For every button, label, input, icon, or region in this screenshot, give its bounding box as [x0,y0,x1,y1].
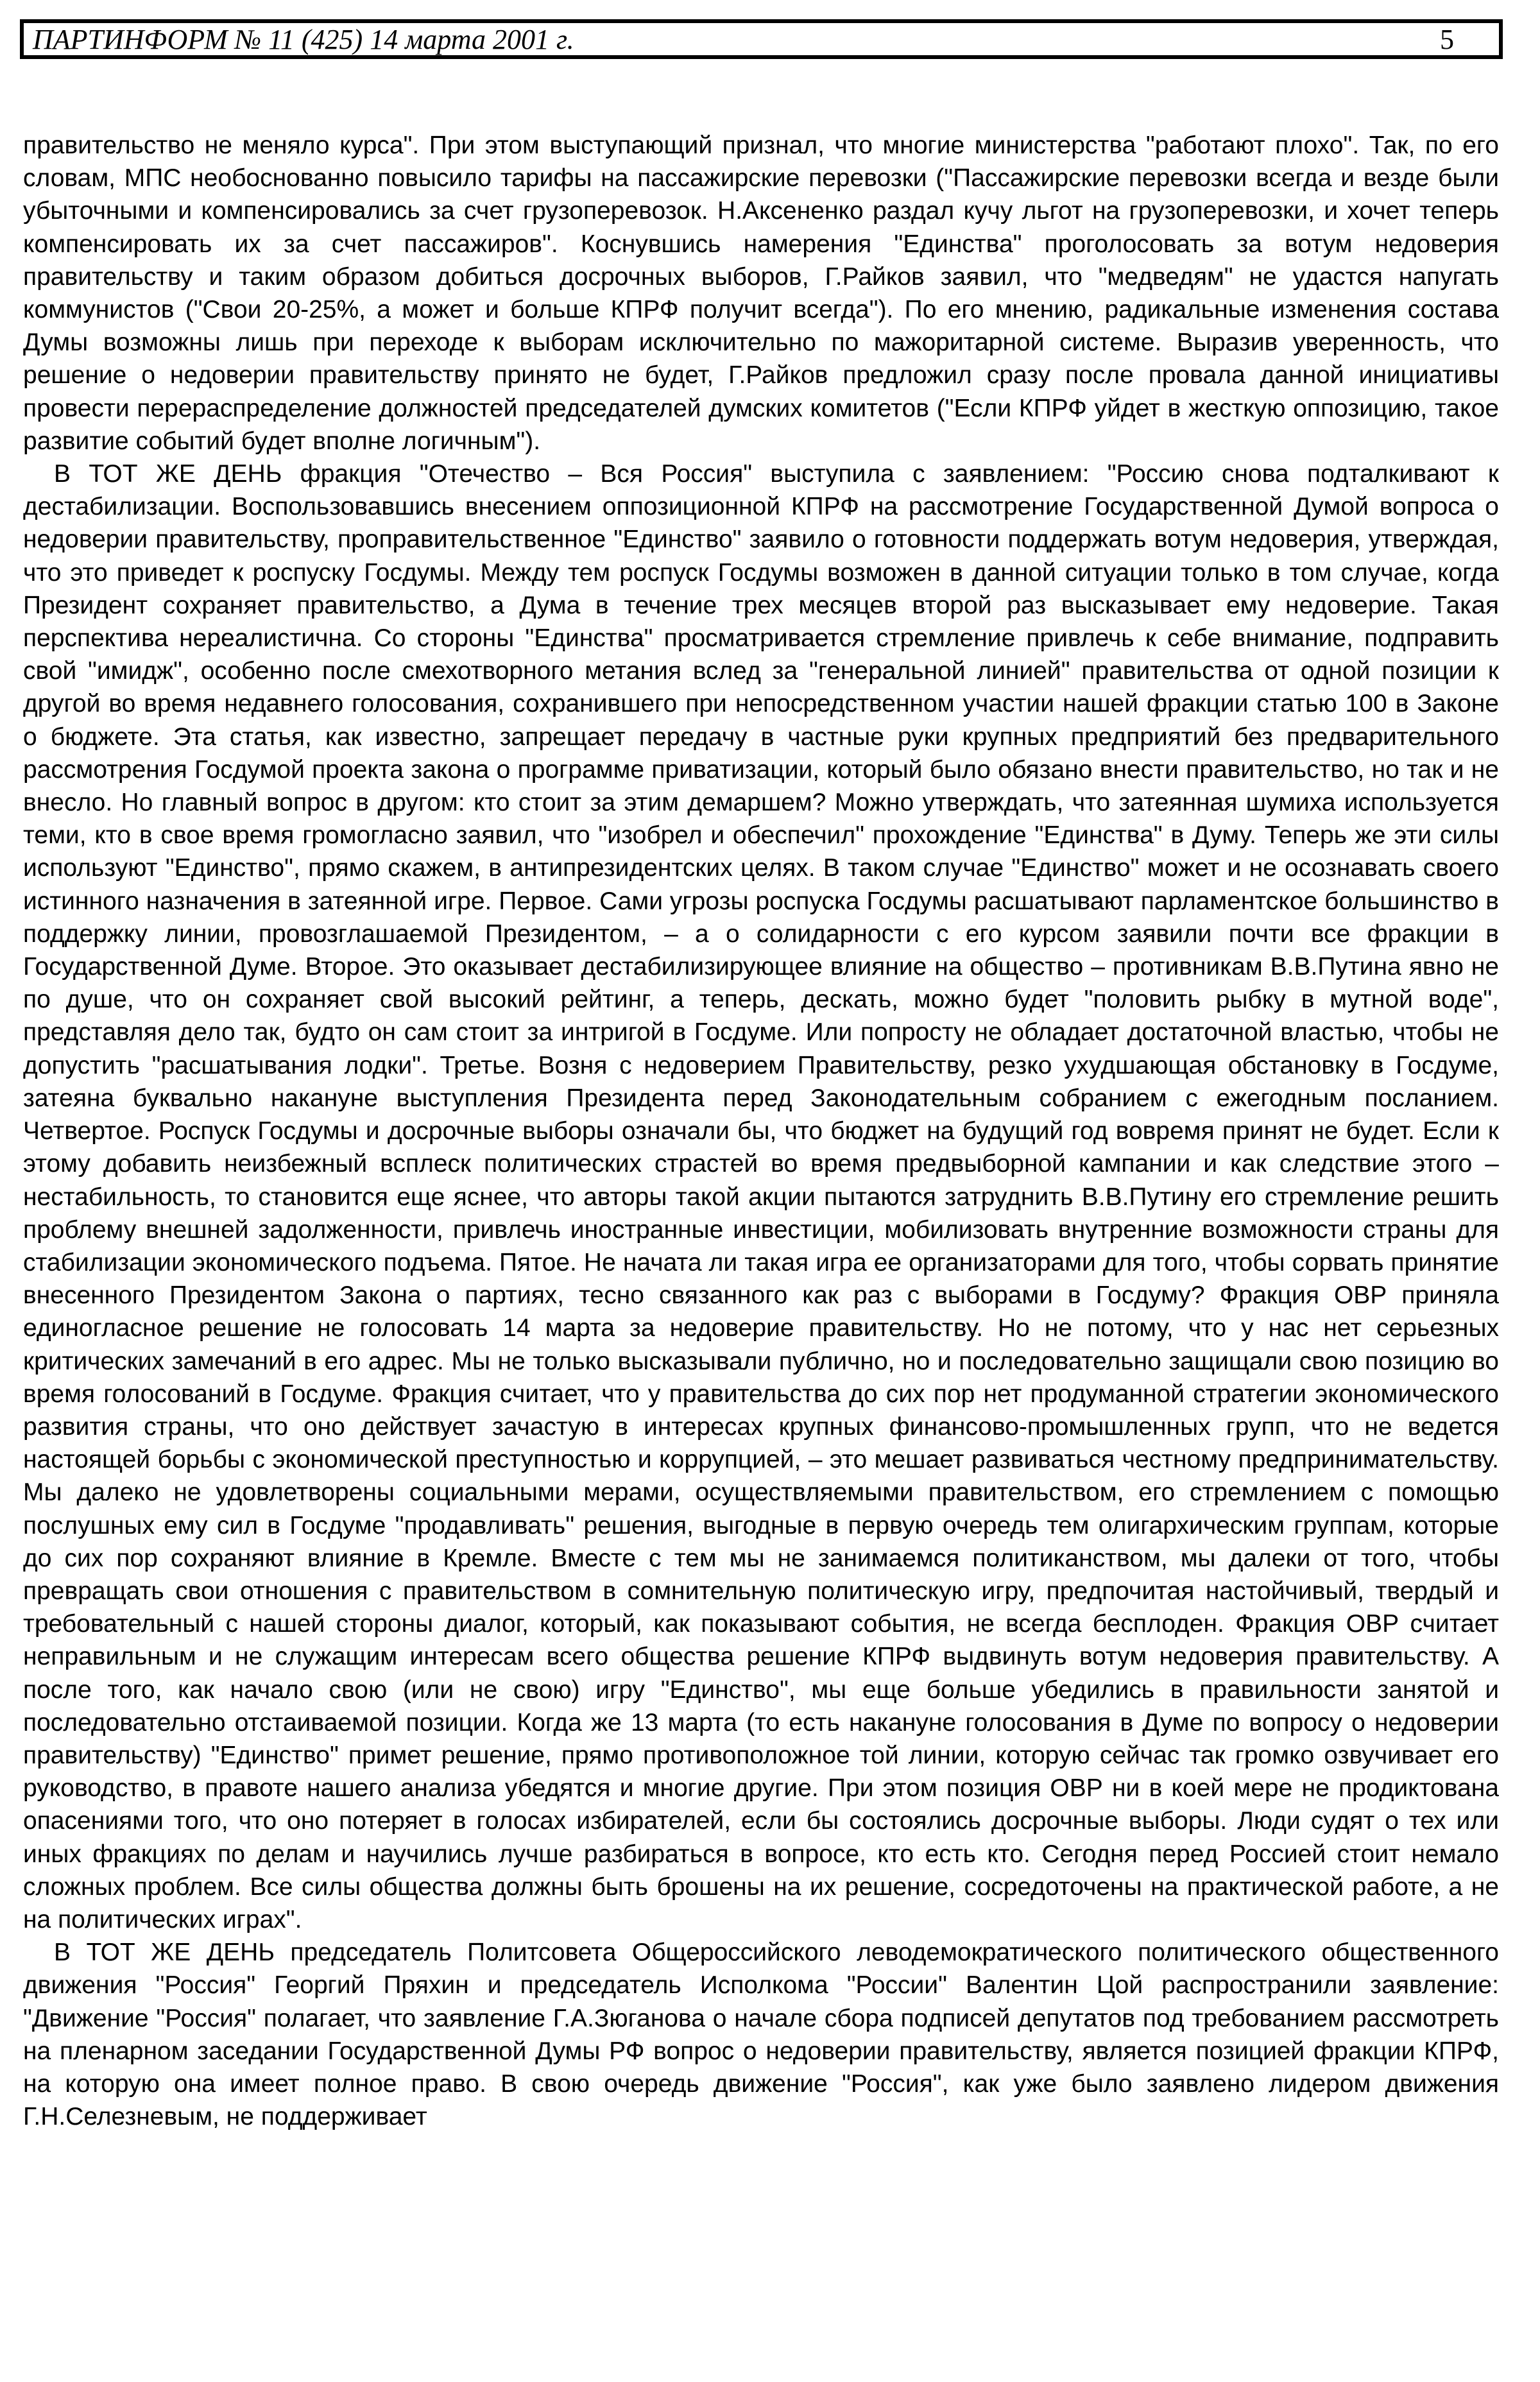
article-paragraph-3: В ТОТ ЖЕ ДЕНЬ председатель Политсовета Общероссийского леводемократического политического общественного движения "Россия" Георгий Пряхин и председатель Исполкома "России" Валентин Цой распространили заявление: "Движение "Россия" полагает, что заявление Г.А.Зюганова о начале сбора подписей депутатов под требованием рассмотреть на пленарном заседании Государственной Думы РФ вопрос о недоверии правительству, является позицией фракции КПРФ, на которую она имеет полное право. В свою очередь движение "Россия", как уже было заявлено лидером движения Г.Н.Селезневым, не поддерживает [23,1939,1499,2131]
publication-title: ПАРТИНФОРМ № 11 (425) 14 марта 2001 г. [33,24,574,55]
article-body [23,129,1499,2133]
article-paragraph-2: В ТОТ ЖЕ ДЕНЬ фракция "Отечество – Вся Россия" выступила с заявлением: "Россию снова подталкивают к дестабилизации. Воспользовавшись внесением оппозиционной КПРФ на рассмотрение Государственной Думой вопроса о недоверии правительству, проправительственное "Единство" заявило о готовности поддержать вотум недоверия, утверждая, что это приведет к роспуску Госдумы. Между тем роспуск Госдумы возможен в данной ситуации только в том случае, когда Президент сохраняет правительство, а Дума в течение трех месяцев второй раз высказывает ему недоверие. Такая перспектива нереалистична. Со стороны "Единства" просматривается стремление привлечь к себе внимание, подправить свой "имидж", особенно после смехотворного метания вслед за "генеральной линией" правительства от одной позиции к другой во время недавнего голосования, сохранившего при непосредственном участии нашей фракции статью 100 в Законе о бюджете. Эта статья, как известно, запрещает передачу в частные руки крупных предприятий без предварительного рассмотрения Госдумой проекта закона о программе приватизации, который было обязано внести правительство, но так и не внесло. Но главный вопрос в другом: кто стоит за этим демаршем? Можно утверждать, что затеянная шумиха используется теми, кто в свое время громогласно заявил, что "изобрел и обеспечил" прохождение "Единства" в Думу. Теперь же эти силы используют "Единство", прямо скажем, в антипрезидентских целях. В таком случае "Единство" может и не осознавать своего истинного назначения в затеянной игре. Первое. Сами угрозы роспуска Госдумы расшатывают парламентское большинство в поддержку линии, провозглашаемой Президентом, – а о солидарности с его курсом заявили почти все фракции в Государственной Думе. Второе. Это оказывает дестабилизирующее влияние на общество – противникам В.В.Путина явно не по душе, что он сохраняет свой высокий рейтинг, а теперь, дескать, можно будет "половить рыбку в мутной воде", представляя дело так, будто он сам стоит за интригой в Госдуме. Или попросту не обладает достаточной властью, чтобы не допустить "расшатывания лодки". Третье. Возня с недоверием Правительству, резко ухудшающая обстановку в Госдуме, затеяна буквально накануне выступления Президента перед Законодательным собранием с ежегодным посланием. Четвертое. Роспуск Госдумы и досрочные выборы означали бы, что бюджет на будущий год вовремя принят не будет. Если к этому добавить неизбежный всплеск политических страстей во время предвыборной кампании и как следствие этого – нестабильность, то становится еще яснее, что авторы такой акции пытаются затруднить В.В.Путину его стремление решить проблему внешней задолженности, привлечь иностранные инвестиции, мобилизовать внутренние возможности страны для стабилизации экономического подъема. Пятое. Не начата ли такая игра ее организаторами для того, чтобы сорвать принятие внесенного Президентом Закона о партиях, тесно связанного как раз с выборами в Госдуму? Фракция ОВР приняла единогласное решение не голосовать 14 марта за недоверие правительству. Но не потому, что у нас нет серьезных критических замечаний в его адрес. Мы не только высказывали публично, но и последовательно защищали свою позицию во время голосований в Госдуме. Фракция считает, что у правительства до сих пор нет продуманной стратегии экономического развития страны, что оно действует зачастую в интересах крупных финансово-промышленных групп, что не ведется настоящей борьбы с экономической преступностью и коррупцией, – это мешает развиваться честному предпринимательству. Мы далеко не удовлетворены социальными мерами, осуществляемыми правительством, его стремлением с помощью послушных ему сил в Госдуме "продавливать" решения, выгодные в первую очередь тем олигархическим группам, которые до сих пор сохраняют влияние в Кремле. Вместе с тем мы не занимаемся политиканством, мы далеки от того, чтобы превращать свои отношения с правительством в сомнительную политическую игру, предпочитая настойчивый, твердый и требовательный с нашей стороны диалог, который, как показывают события, не всегда бесплоден. Фракция ОВР считает неправильным и не служащим интересам всего общества решение КПРФ выдвинуть вотум недоверия правительству. А после того, как начало свою (или не свою) игру "Единство", мы еще больше убедились в правильности занятой и последовательно отстаиваемой позиции. Когда же 13 марта (то есть накануне голосования в Думе по вопросу о недоверии правительству) "Единство" примет решение, прямо противоположное той линии, которую сейчас так громко озвучивает его руководство, в правоте нашего анализа убедятся и многие другие. При этом позиция ОВР ни в коей мере не продиктована опасениями того, что оно потеряет в голосах избирателей, если бы состоялись досрочные выборы. Люди судят о тех или иных фракциях по делам и научились лучше разбираться в вопросе, кто есть кто. Сегодня перед Россией стоит немало сложных проблем. Все силы общества должны быть брошены на их решение, сосредоточены на практической работе, а не на политических играх". [23,460,1499,1933]
page-header [20,19,1503,59]
page-number: 5 [1440,24,1454,55]
article-paragraph-1: правительство не меняло курса". При этом выступающий признал, что многие министерства "работают плохо". Так, по его словам, МПС необоснованно повысило тарифы на пассажирские перевозки ("Пассажирские перевозки всегда и везде были убыточными и компенсировались за счет грузоперевозок. Н.Аксененко раздал кучу льгот на грузоперевозки, и хочет теперь компенсировать их за счет пассажиров". Коснувшись намерения "Единства" проголосовать за вотум недоверия правительству и таким образом добиться досрочных выборов, Г.Райков заявил, что "медведям" не удастся напугать коммунистов ("Свои 20-25%, а может и больше КПРФ получит всегда"). По его мнению, радикальные изменения состава Думы возможны лишь при переходе к выборам исключительно по мажоритарной системе. Выразив уверенность, что решение о недоверии правительству принято не будет, Г.Райков предложил сразу после провала данной инициативы провести перераспределение должностей председателей думских комитетов ("Если КПРФ уйдет в жесткую оппозицию, такое развитие событий будет вполне логичным"). [23,132,1499,455]
